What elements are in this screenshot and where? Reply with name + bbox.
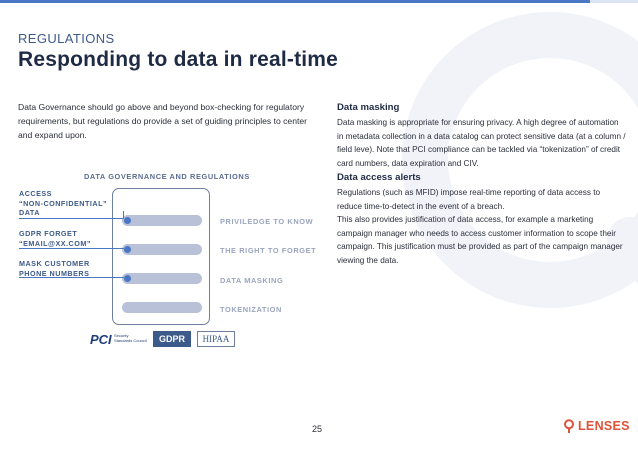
connector-dot-1 [124, 217, 131, 224]
data-masking-heading: Data masking [337, 102, 400, 113]
data-access-alerts-body-2: This also provides justification of data access, for example a marketing campaign manager who needs to access customer information to scope their campaign. This justification must be provided as part of the campaign manager viewing the data. [337, 215, 623, 265]
data-masking-section [337, 101, 627, 170]
diagram-label-gdpr-forget [19, 229, 91, 248]
background-watermark [350, 10, 638, 330]
diagram-label-gdpr-line2: “EMAIL@XX.COM” [19, 238, 91, 248]
connector-line-gdpr [19, 248, 124, 249]
data-access-alerts-body-1: Regulations (such as MFID) impose real-time reporting of data access to reduce time-to-detect in the event of a breach. [337, 188, 601, 211]
diagram-label-access-line1: ACCESS [19, 189, 52, 198]
top-accent-bar-fade [590, 0, 638, 3]
pci-logo [90, 331, 152, 349]
gdpr-logo: GDPR [153, 331, 191, 347]
data-access-alerts-section [337, 171, 627, 267]
pci-logo-line2: Standards Council [114, 337, 147, 343]
page-title: Responding to data in real-time [18, 48, 339, 71]
connector-line-access [19, 218, 124, 219]
governance-bar-1 [122, 215, 202, 226]
connector-dot-3 [124, 275, 131, 282]
governance-bar-4 [122, 302, 202, 313]
right-label-forget: THE RIGHT TO FORGET [220, 246, 317, 255]
section-eyebrow: REGULATIONS [18, 31, 115, 46]
pci-logo-mark: PCI [90, 332, 112, 347]
lenses-logo-icon [563, 419, 575, 433]
diagram-label-mask-line2: PHONE NUMBERS [19, 268, 90, 278]
data-masking-body: Data masking is appropriate for ensuring privacy. A high degree of automation in metadata collection in a data catalog can protect sensitive data (at a column / field leve). Note that PCI compliance can be tackled via “tokenization” of credit card numbers, data expiration and CIV. [337, 118, 626, 168]
right-label-tokenization: TOKENIZATION [220, 305, 282, 314]
diagram-label-gdpr-line1: GDPR FORGET [19, 229, 78, 238]
diagram-label-access-line2: “NON-CONFIDENTIAL” [19, 198, 108, 208]
connector-dot-2 [124, 246, 131, 253]
governance-bar-3 [122, 273, 202, 284]
data-access-alerts-heading: Data access alerts [337, 172, 421, 183]
top-accent-bar [0, 0, 590, 3]
page-number: 25 [312, 424, 323, 434]
diagram-label-access-line3: DATA [19, 208, 40, 217]
right-label-masking: DATA MASKING [220, 276, 284, 285]
diagram-label-mask-line1: MASK CUSTOMER [19, 259, 90, 268]
lenses-brand [563, 419, 630, 433]
lenses-brand-name: LENSES [578, 419, 630, 433]
governance-bar-2 [122, 244, 202, 255]
pci-logo-line1: Security [114, 333, 129, 338]
intro-paragraph: Data Governance should go above and beyond box-checking for regulatory requirements, but regulations do provide a set of guiding principles to center and expand upon. [18, 102, 308, 140]
hipaa-logo: HIPAA [197, 331, 235, 347]
diagram-title: DATA GOVERNANCE AND REGULATIONS [84, 172, 250, 181]
right-label-privilege: PRIVILEDGE TO KNOW [220, 217, 314, 226]
diagram-label-access [19, 189, 107, 218]
pci-logo-text [114, 334, 147, 343]
connector-line-mask [19, 277, 124, 278]
diagram-label-mask-phone [19, 259, 90, 278]
